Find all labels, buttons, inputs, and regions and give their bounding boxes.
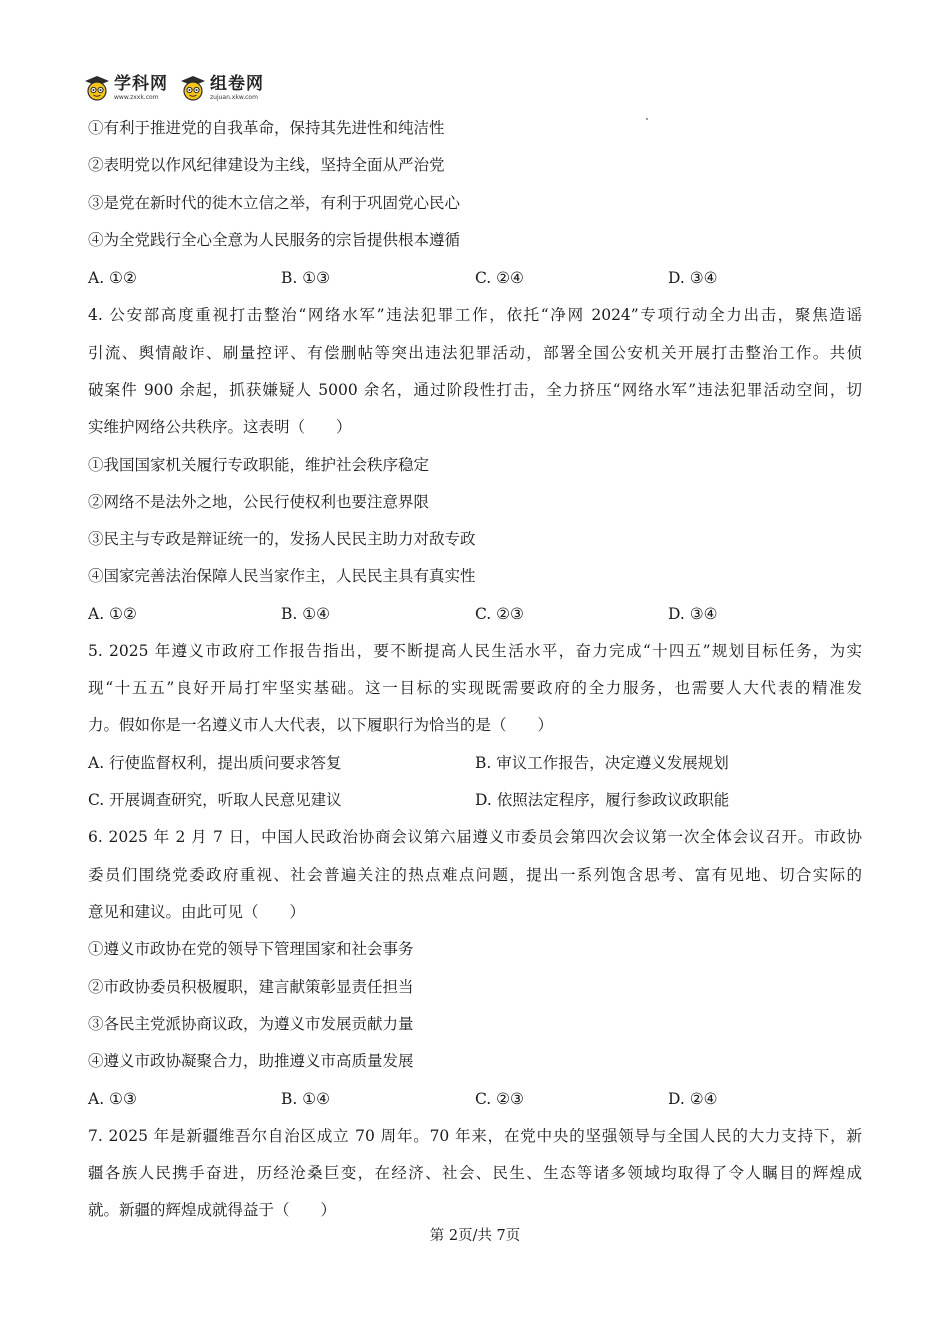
logo-url: www.zxxk.com [114,93,159,101]
q3-option-a: A. ①② [88,269,137,287]
q4-item: ③民主与专政是辩证统一的，发扬人民民主助力对敌专政 [88,530,476,548]
q5-option-d: D. 依照法定程序，履行参政议政职能 [475,791,730,809]
graduation-cap-face-icon [180,75,206,101]
q7-stem-line: 疆各族人民携手奋进，历经沧桑巨变，在经济、社会、民生、生态等诸多领域均取得了令人瞩目的辉煌成 [88,1164,862,1182]
q4-option-d: D. ③④ [668,605,718,623]
zxxk-logo [84,75,168,101]
q5-option-b: B. 审议工作报告，决定遵义发展规划 [475,754,729,772]
q5-option-c: C. 开展调查研究，听取人民意见建议 [88,791,342,809]
q4-option-b: B. ①④ [281,605,331,623]
q6-stem-line: 意见和建议。由此可见（ ） [88,903,306,921]
q4-option-a: A. ①② [88,605,137,623]
q3-option-d: D. ③④ [668,269,718,287]
q4-stem-line: 引流、舆情敲诈、刷量控评、有偿删帖等突出违法犯罪活动，部署全国公安机关开展打击整治工作。共侦 [88,344,862,362]
q6-option-a: A. ①③ [88,1090,137,1108]
logo-name: 学科网 [114,73,168,94]
q4-item: ④国家完善法治保障人民当家作主，人民民主具有真实性 [88,567,476,585]
q4-item: ②网络不是法外之地，公民行使权利也要注意界限 [88,493,430,511]
q4-stem-line: 破案件 900 余起，抓获嫌疑人 5000 余名，通过阶段性打击，全力挤压“网络水军”违法犯罪活动空间，切 [88,381,862,399]
q3-item: ③是党在新时代的徙木立信之举，有利于巩固党心民心 [88,194,461,212]
zujuan-logo [180,75,264,101]
q7-stem-line: 就。新疆的辉煌成就得益于（ ） [88,1201,337,1219]
q7-stem-line: 7. 2025 年是新疆维吾尔自治区成立 70 周年。70 年来，在党中央的坚强领导与全国人民的大力支持下，新 [88,1127,862,1145]
q3-item: ①有利于推进党的自我革命，保持其先进性和纯洁性 [88,119,445,137]
graduation-cap-face-icon [84,75,110,101]
q6-option-b: B. ①④ [281,1090,331,1108]
q4-stem-line: 4. 公安部高度重视打击整治“网络水军”违法犯罪工作，依托“净网 2024”专项行动全力出击，聚焦造谣 [88,306,862,324]
stray-mark [646,118,648,120]
q6-item: ②市政协委员积极履职，建言献策彰显责任担当 [88,978,414,996]
q5-option-a: A. 行使监督权利，提出质问要求答复 [88,754,342,772]
q6-option-d: D. ②④ [668,1090,718,1108]
q6-item: ①遵义市政协在党的领导下管理国家和社会事务 [88,940,414,958]
q6-item: ③各民主党派协商议政，为遵义市发展贡献力量 [88,1015,414,1033]
q5-stem-line: 5. 2025 年遵义市政府工作报告指出，要不断提高人民生活水平，奋力完成“十四五”规划目标任务，为实 [88,642,862,660]
q6-stem-line: 6. 2025 年 2 月 7 日，中国人民政治协商会议第六届遵义市委员会第四次会议第一次全体会议召开。市政协 [88,828,862,846]
q6-option-c: C. ②③ [475,1090,524,1108]
q6-item: ④遵义市政协凝聚合力，助推遵义市高质量发展 [88,1052,414,1070]
q4-option-c: C. ②③ [475,605,524,623]
page-number: 第 2页/共 7页 [429,1228,521,1244]
q4-stem-line: 实维护网络公共秩序。这表明（ ） [88,418,352,436]
q4-item: ①我国国家机关履行专政职能，维护社会秩序稳定 [88,456,430,474]
q5-stem-line: 现“十五五”良好开局打牢坚实基础。这一目标的实现既需要政府的全力服务，也需要人大代表的精准发 [88,679,862,697]
q3-option-c: C. ②④ [475,269,524,287]
q3-option-b: B. ①③ [281,269,331,287]
q5-stem-line: 力。假如你是一名遵义市人大代表，以下履职行为恰当的是（ ） [88,716,554,734]
logo-name: 组卷网 [210,73,264,94]
header-logos [84,72,264,104]
logo-url: zujuan.xkw.com [210,93,258,101]
q6-stem-line: 委员们围绕党委政府重视、社会普遍关注的热点难点问题，提出一系列饱含思考、富有见地、切合实际的 [88,866,862,884]
q3-item: ②表明党以作风纪律建设为主线，坚持全面从严治党 [88,156,445,174]
q3-item: ④为全党践行全心全意为人民服务的宗旨提供根本遵循 [88,231,461,249]
